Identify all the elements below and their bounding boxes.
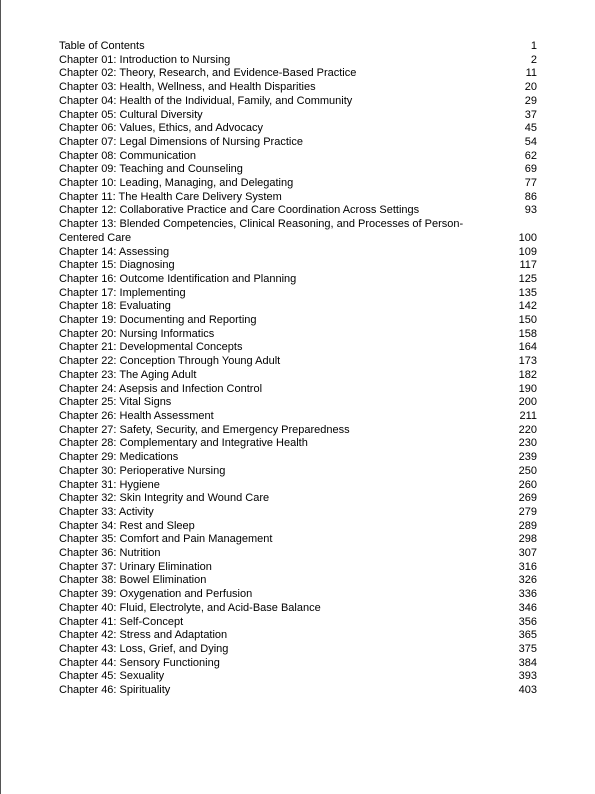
toc-entry-page: 298 bbox=[518, 533, 537, 546]
toc-entry-page: 45 bbox=[524, 122, 537, 135]
toc-entry-page: 230 bbox=[518, 437, 537, 450]
toc-entry-title: Chapter 26: Health Assessment bbox=[59, 409, 214, 422]
toc-entry[interactable] bbox=[59, 670, 540, 684]
toc-entry[interactable] bbox=[59, 95, 540, 109]
toc-entry-title: Chapter 05: Cultural Diversity bbox=[59, 108, 203, 121]
toc-entry-title: Chapter 08: Communication bbox=[59, 149, 196, 162]
toc-entry[interactable] bbox=[59, 109, 540, 123]
toc-entry-page: 220 bbox=[518, 423, 537, 436]
toc-entry-page: 346 bbox=[518, 601, 537, 614]
toc-entry[interactable] bbox=[59, 54, 540, 68]
toc-entry-title: Chapter 16: Outcome Identification and Planning bbox=[59, 272, 297, 285]
toc-entry[interactable] bbox=[59, 287, 540, 301]
toc-entry-title: Chapter 42: Stress and Adaptation bbox=[59, 629, 228, 642]
toc-entry[interactable] bbox=[59, 273, 540, 287]
toc-entry[interactable] bbox=[59, 465, 540, 479]
toc-entry[interactable] bbox=[59, 533, 540, 547]
toc-entry-page: 142 bbox=[518, 300, 537, 313]
toc-entry-page: 182 bbox=[518, 368, 537, 381]
toc-entry-title: Chapter 04: Health of the Individual, Family, and Community bbox=[59, 94, 353, 107]
toc-entry[interactable] bbox=[59, 67, 540, 81]
toc-entry-title: Chapter 36: Nutrition bbox=[59, 547, 161, 560]
toc-entry[interactable] bbox=[59, 341, 540, 355]
toc-entry[interactable] bbox=[59, 191, 540, 205]
toc-entry-page: 100 bbox=[518, 231, 537, 244]
toc-entry[interactable] bbox=[59, 259, 540, 273]
toc-entry-title: Chapter 24: Asepsis and Infection Control bbox=[59, 382, 263, 395]
toc-entry-title: Chapter 19: Documenting and Reporting bbox=[59, 314, 257, 327]
toc-entry-title: Chapter 43: Loss, Grief, and Dying bbox=[59, 642, 229, 655]
toc-entry-page: 316 bbox=[518, 560, 537, 573]
toc-entry-title: Chapter 09: Teaching and Counseling bbox=[59, 163, 243, 176]
toc-entry-page: 125 bbox=[518, 272, 537, 285]
toc-entry-title: Chapter 41: Self-Concept bbox=[59, 615, 184, 628]
toc-entry-page: 37 bbox=[524, 108, 537, 121]
toc-entry[interactable] bbox=[59, 643, 540, 657]
toc-entry-title: Chapter 23: The Aging Adult bbox=[59, 368, 197, 381]
toc-entry-page: 150 bbox=[518, 314, 537, 327]
toc-entries bbox=[59, 54, 540, 698]
toc-entry-title: Chapter 45: Sexuality bbox=[59, 670, 165, 683]
toc-entry[interactable] bbox=[59, 629, 540, 643]
toc-entry-page: 269 bbox=[518, 492, 537, 505]
toc-entry-title: Chapter 20: Nursing Informatics bbox=[59, 327, 215, 340]
toc-entry[interactable] bbox=[59, 328, 540, 342]
toc-entry-page: 393 bbox=[518, 670, 537, 683]
toc-entry-title: Chapter 22: Conception Through Young Adult bbox=[59, 355, 281, 368]
toc-entry[interactable] bbox=[59, 163, 540, 177]
toc-entry-title: Chapter 40: Fluid, Electrolyte, and Acid-Base Balance bbox=[59, 601, 321, 614]
toc-entry[interactable] bbox=[59, 574, 540, 588]
toc-entry-page: 93 bbox=[524, 204, 537, 217]
toc-entry-title: Chapter 17: Implementing bbox=[59, 286, 186, 299]
toc-entry-page: 29 bbox=[524, 94, 537, 107]
toc-entry-title: Chapter 25: Vital Signs bbox=[59, 396, 172, 409]
toc-entry-page: 173 bbox=[518, 355, 537, 368]
toc-entry-title: Chapter 29: Medications bbox=[59, 451, 179, 464]
toc-entry[interactable] bbox=[59, 81, 540, 95]
toc-entry-page: 158 bbox=[518, 327, 537, 340]
page-left-border bbox=[0, 0, 1, 794]
toc-entry[interactable] bbox=[59, 424, 540, 438]
toc-heading-page: 1 bbox=[530, 40, 537, 52]
toc-entry-title: Chapter 15: Diagnosing bbox=[59, 259, 175, 272]
toc-entry-page: 384 bbox=[518, 656, 537, 669]
toc-entry[interactable] bbox=[59, 204, 540, 218]
toc-entry-title: Chapter 32: Skin Integrity and Wound Care bbox=[59, 492, 270, 505]
toc-entry-title: Chapter 21: Developmental Concepts bbox=[59, 341, 243, 354]
toc-entry-page: 54 bbox=[524, 135, 537, 148]
toc-entry[interactable] bbox=[59, 369, 540, 383]
toc-entry-title: Chapter 35: Comfort and Pain Management bbox=[59, 533, 273, 546]
toc-entry-page: 135 bbox=[518, 286, 537, 299]
toc-entry-page: 365 bbox=[518, 629, 537, 642]
toc-entry[interactable] bbox=[59, 588, 540, 602]
toc-entry-page: 326 bbox=[518, 574, 537, 587]
toc-entry-page: 375 bbox=[518, 642, 537, 655]
toc-entry-page: 11 bbox=[525, 67, 537, 80]
toc-entry-page: 289 bbox=[518, 519, 537, 532]
toc-entry-page: 109 bbox=[518, 245, 537, 258]
toc-entry-title: Chapter 10: Leading, Managing, and Delegating bbox=[59, 177, 294, 190]
toc-entry-title: Chapter 46: Spirituality bbox=[59, 684, 171, 697]
toc-entry[interactable] bbox=[59, 383, 540, 397]
table-of-contents bbox=[59, 40, 540, 698]
toc-entry[interactable] bbox=[59, 437, 540, 451]
toc-entry[interactable] bbox=[59, 177, 540, 191]
toc-entry[interactable] bbox=[59, 616, 540, 630]
toc-entry-page: 77 bbox=[524, 177, 537, 190]
toc-entry[interactable] bbox=[59, 314, 540, 328]
toc-entry-page: 190 bbox=[518, 382, 537, 395]
toc-entry-page: 200 bbox=[518, 396, 537, 409]
toc-entry-page: 250 bbox=[518, 464, 537, 477]
toc-entry[interactable] bbox=[59, 246, 540, 260]
toc-entry-title: Chapter 13: Blended Competencies, Clinical Reasoning, and Processes of Person-Centered Care bbox=[59, 218, 464, 244]
toc-entry[interactable] bbox=[59, 684, 540, 698]
toc-entry[interactable] bbox=[59, 492, 540, 506]
toc-entry-page: 307 bbox=[518, 547, 537, 560]
toc-entry-page: 356 bbox=[518, 615, 537, 628]
toc-entry-page: 62 bbox=[524, 149, 537, 162]
toc-entry[interactable] bbox=[59, 410, 540, 424]
toc-entry[interactable] bbox=[59, 355, 540, 369]
toc-entry-page: 86 bbox=[524, 190, 537, 203]
toc-entry[interactable] bbox=[59, 479, 540, 493]
toc-entry-title: Chapter 02: Theory, Research, and Evidence-Based Practice bbox=[59, 67, 357, 80]
toc-entry-title: Chapter 37: Urinary Elimination bbox=[59, 560, 212, 573]
toc-entry[interactable] bbox=[59, 300, 540, 314]
toc-entry-title: Chapter 14: Assessing bbox=[59, 245, 170, 258]
toc-entry-page: 117 bbox=[519, 259, 537, 272]
toc-entry[interactable] bbox=[59, 136, 540, 150]
toc-entry-title: Chapter 38: Bowel Elimination bbox=[59, 574, 207, 587]
toc-entry-title: Chapter 30: Perioperative Nursing bbox=[59, 464, 226, 477]
toc-entry[interactable] bbox=[59, 561, 540, 575]
toc-entry-page: 279 bbox=[518, 505, 537, 518]
toc-entry[interactable] bbox=[59, 506, 540, 520]
toc-heading: Table of Contents bbox=[59, 40, 145, 52]
toc-entry[interactable] bbox=[59, 122, 540, 136]
toc-entry-title: Chapter 27: Safety, Security, and Emergency Preparedness bbox=[59, 423, 350, 436]
toc-entry-title: Chapter 44: Sensory Functioning bbox=[59, 656, 220, 669]
toc-entry-page: 336 bbox=[518, 588, 537, 601]
toc-entry-title: Chapter 39: Oxygenation and Perfusion bbox=[59, 588, 253, 601]
toc-entry-page: 164 bbox=[518, 341, 537, 354]
toc-entry-page: 260 bbox=[518, 478, 537, 491]
toc-entry[interactable] bbox=[59, 396, 540, 410]
toc-entry-page: 2 bbox=[530, 53, 537, 66]
toc-entry-page: 69 bbox=[524, 163, 537, 176]
toc-entry-title: Chapter 33: Activity bbox=[59, 505, 154, 518]
toc-entry-title: Chapter 31: Hygiene bbox=[59, 478, 160, 491]
toc-entry-page: 20 bbox=[524, 81, 537, 94]
toc-entry[interactable] bbox=[59, 451, 540, 465]
toc-entry-title: Chapter 07: Legal Dimensions of Nursing Practice bbox=[59, 135, 303, 148]
toc-entry-title: Chapter 03: Health, Wellness, and Health Disparities bbox=[59, 81, 316, 94]
toc-entry-title: Chapter 06: Values, Ethics, and Advocacy bbox=[59, 122, 264, 135]
toc-entry-page: 211 bbox=[519, 409, 537, 422]
toc-entry[interactable] bbox=[59, 657, 540, 671]
toc-entry-title: Chapter 12: Collaborative Practice and Care Coordination Across Settings bbox=[59, 204, 420, 217]
toc-entry[interactable] bbox=[59, 150, 540, 164]
toc-entry-title: Chapter 11: The Health Care Delivery System bbox=[59, 190, 282, 203]
toc-entry[interactable] bbox=[59, 218, 540, 245]
toc-entry-page: 403 bbox=[518, 684, 537, 697]
toc-entry[interactable] bbox=[59, 520, 540, 534]
toc-entry-title: Chapter 01: Introduction to Nursing bbox=[59, 53, 231, 66]
toc-entry[interactable] bbox=[59, 602, 540, 616]
toc-entry-title: Chapter 28: Complementary and Integrative Health bbox=[59, 437, 308, 450]
toc-heading-row bbox=[59, 40, 540, 54]
toc-entry-title: Chapter 18: Evaluating bbox=[59, 300, 171, 313]
toc-entry-page: 239 bbox=[518, 451, 537, 464]
toc-entry-title: Chapter 34: Rest and Sleep bbox=[59, 519, 195, 532]
toc-entry[interactable] bbox=[59, 547, 540, 561]
